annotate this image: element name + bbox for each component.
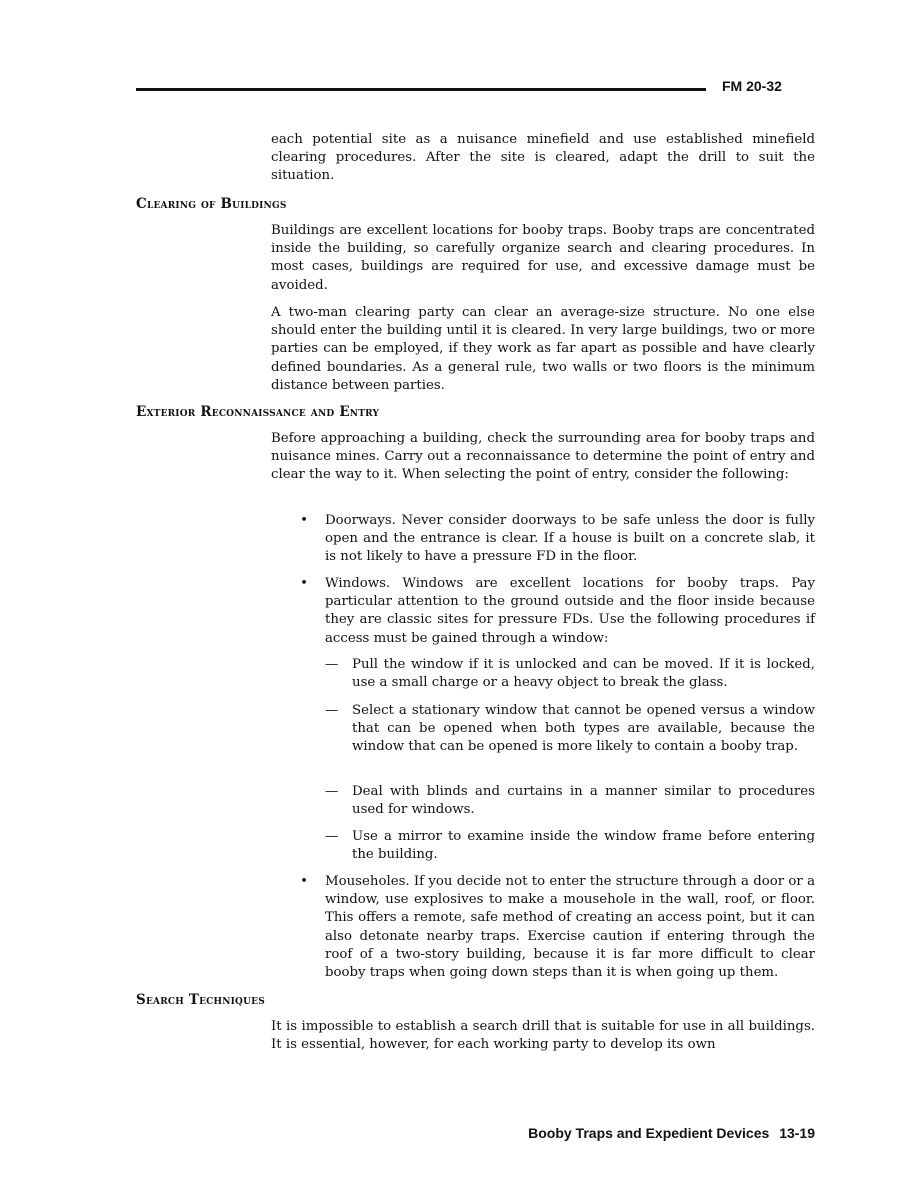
document-code: FM 20-32	[722, 78, 782, 94]
bullet-marker: •	[300, 576, 308, 591]
paragraph-exterior: Before approaching a building, check the surrounding area for booby traps and nuisance mines. Carry out a reconnaissance to determine the point of entry and clear the way to it. When selecting the point of entry, consider the following:	[271, 431, 815, 483]
footer-title: Booby Traps and Expedient Devices	[528, 1125, 770, 1141]
heading-exterior-reconnaissance: Exterior Reconnaissance and Entry	[136, 404, 380, 420]
bullet-text-mouseholes: Mouseholes. If you decide not to enter the structure through a door or a window, use explosives to make a mousehole in the wall, roof, or floor. This offers a remote, safe method of creating an access point, but it can also detonate nearby traps. Exercise caution if entering through the roof of a two-story building, because it is far more difficult to clear booby traps when going down steps than it is when going up them.	[325, 874, 815, 981]
window-procedure-text: Pull the window if it is unlocked and can be moved. If it is locked, use a small charge or a heavy object to break the glass.	[352, 657, 815, 691]
bullet-text-doorways: Doorways. Never consider doorways to be safe unless the door is fully open and the entrance is clear. If a house is built on a concrete slab, it is not likely to have a pressure FD in the floor.	[325, 513, 815, 565]
bullet-marker: •	[300, 513, 308, 528]
paragraph-clearing-2: A two-man clearing party can clear an average-size structure. No one else should enter the building until it is cleared. In very large buildings, two or more parties can be employed, if they work as far apart as possible and have clearly defined boundaries. As a general rule, two walls or two floors is the minimum distance between parties.	[271, 305, 815, 393]
page-number: 13-19	[779, 1125, 815, 1141]
dash-marker: —	[325, 657, 339, 672]
header-rule	[136, 88, 706, 91]
page-footer	[450, 1125, 815, 1141]
bullet-text-windows: Windows. Windows are excellent locations for booby traps. Pay particular attention to the ground outside and the floor inside because they are classic sites for pressure FDs. Use the following procedures if access must be gained through a window:	[325, 576, 815, 646]
paragraph-search: It is impossible to establish a search drill that is suitable for use in all buildings. It is essential, however, for each working party to develop its own	[271, 1019, 815, 1053]
dash-marker: —	[325, 829, 339, 844]
heading-clearing-of-buildings: Clearing of Buildings	[136, 196, 287, 212]
paragraph-clearing-1: Buildings are excellent locations for booby traps. Booby traps are concentrated inside the building, so carefully organize search and clearing procedures. In most cases, buildings are required for use, and excessive damage must be avoided.	[271, 223, 815, 293]
window-procedure-text: Select a stationary window that cannot be opened versus a window that can be opened when both types are available, because the window that can be opened is more likely to contain a booby trap.	[352, 703, 815, 755]
bullet-marker: •	[300, 874, 308, 889]
dash-marker: —	[325, 784, 339, 799]
heading-search-techniques: Search Techniques	[136, 992, 265, 1008]
window-procedure-text: Use a mirror to examine inside the window frame before entering the building.	[352, 829, 815, 863]
intro-continuation-paragraph: each potential site as a nuisance minefield and use established minefield clearing procedures. After the site is cleared, adapt the drill to suit the situation.	[271, 132, 815, 184]
window-procedure-text: Deal with blinds and curtains in a manner similar to procedures used for windows.	[352, 784, 815, 818]
dash-marker: —	[325, 703, 339, 718]
